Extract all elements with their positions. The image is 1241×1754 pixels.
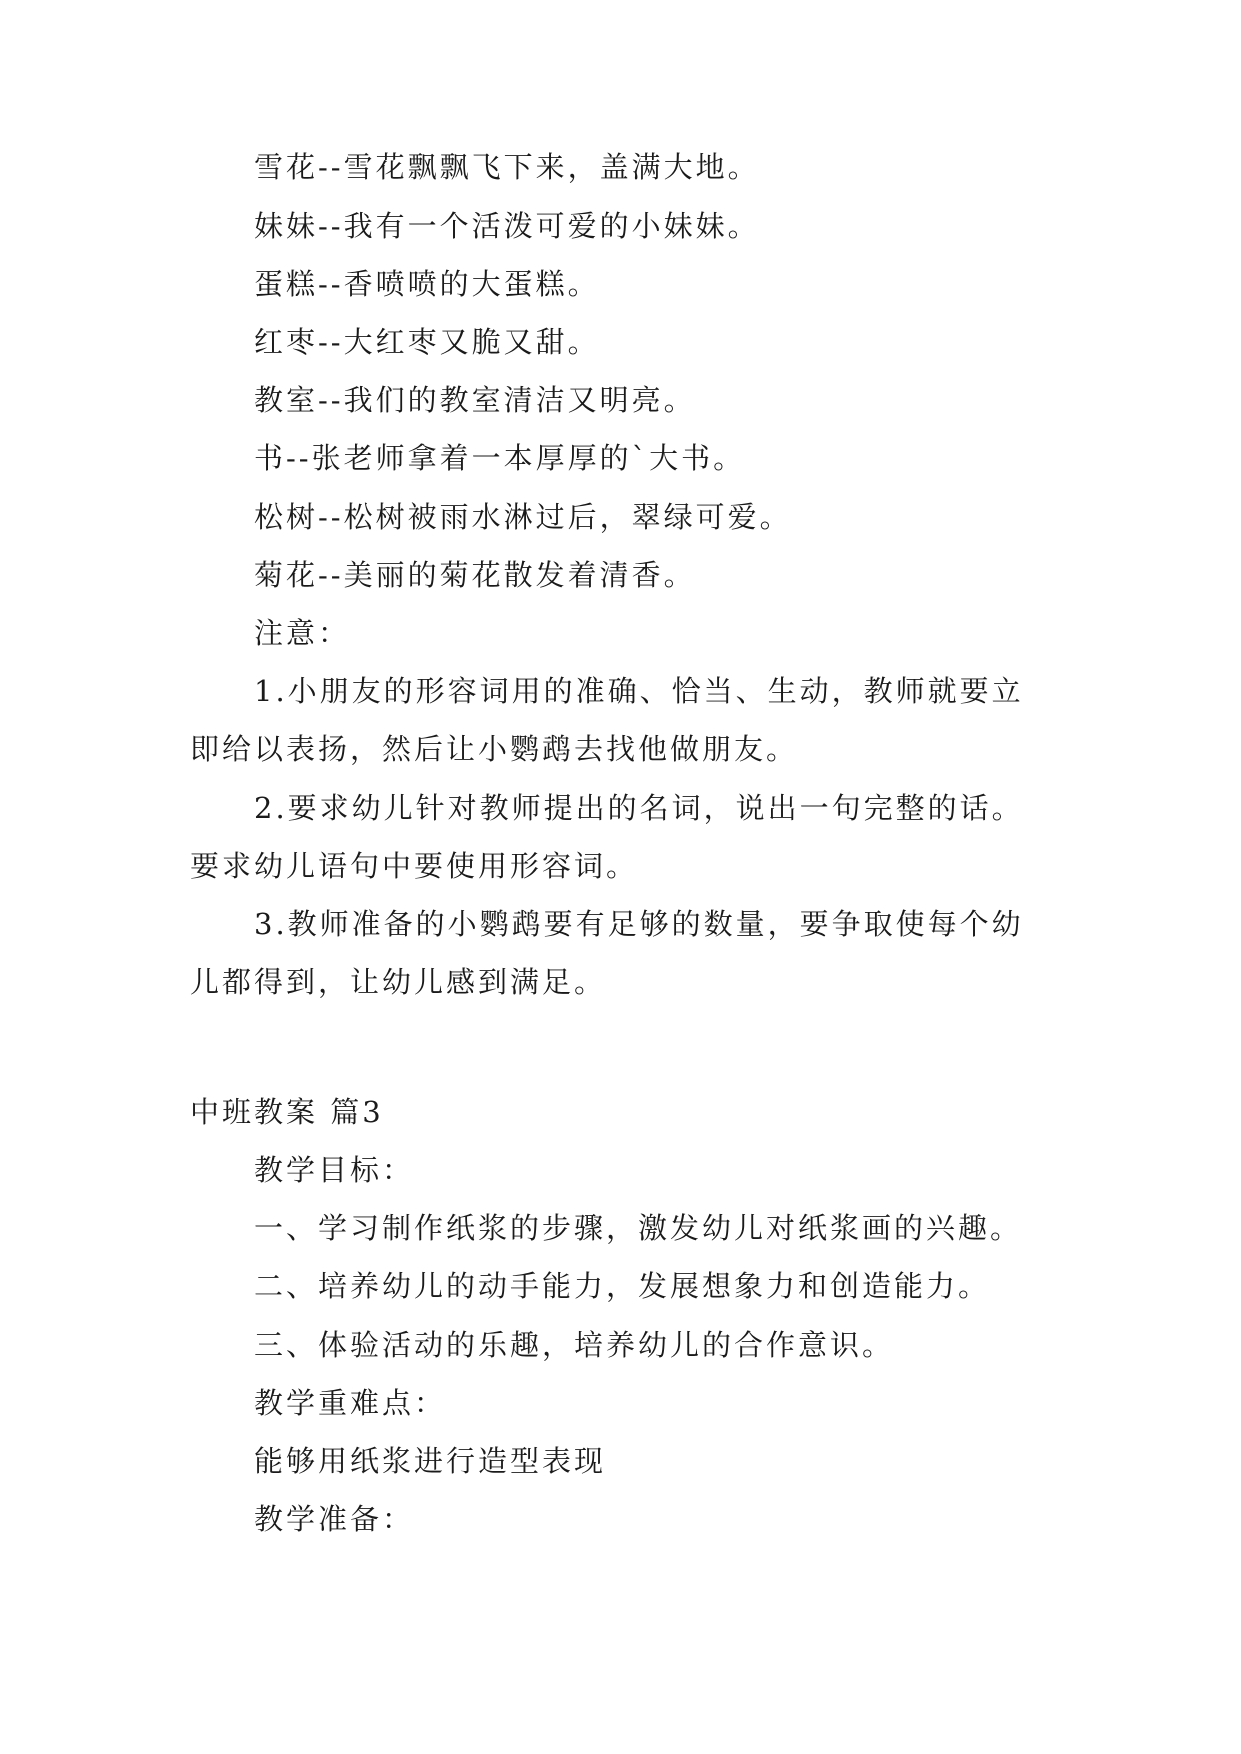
goal-item-1: 一、学习制作纸浆的步骤，激发幼儿对纸浆画的兴趣。 <box>254 1211 1023 1245</box>
prep-heading: 教学准备： <box>254 1502 415 1536</box>
vocab-line-cake: 蛋糕--香喷喷的大蛋糕。 <box>254 267 600 301</box>
vocab-line-snowflake: 雪花--雪花飘飘飞下来，盖满大地。 <box>254 150 760 184</box>
notes-heading: 注意： <box>254 616 351 650</box>
goals-heading: 教学目标： <box>254 1153 415 1187</box>
note-2-first-line: 2.要求幼儿针对教师提出的名词，说出一句完整的话。 <box>254 791 1024 825</box>
vocab-line-pine: 松树--松树被雨水淋过后，翠绿可爱。 <box>254 500 792 534</box>
difficulty-text: 能够用纸浆进行造型表现 <box>254 1444 607 1478</box>
note-1-first-line: 1.小朋友的形容词用的准确、恰当、生动，教师就要立 <box>254 674 1024 708</box>
goal-item-2: 二、培养幼儿的动手能力，发展想象力和创造能力。 <box>254 1269 991 1303</box>
vocab-line-classroom: 教室--我们的教室清洁又明亮。 <box>254 383 696 417</box>
note-2-continuation: 要求幼儿语句中要使用形容词。 <box>190 849 639 883</box>
note-3-first-line: 3.教师准备的小鹦鹉要有足够的数量，要争取使每个幼 <box>254 907 1024 941</box>
note-1-continuation: 即给以表扬，然后让小鹦鹉去找他做朋友。 <box>190 732 799 766</box>
vocab-line-chrysanthemum: 菊花--美丽的菊花散发着清香。 <box>254 558 696 592</box>
note-3-continuation: 儿都得到，让幼儿感到满足。 <box>190 965 607 999</box>
section-title: 中班教案 篇3 <box>190 1095 384 1129</box>
vocab-line-sister: 妹妹--我有一个活泼可爱的小妹妹。 <box>254 209 760 243</box>
difficulty-heading: 教学重难点： <box>254 1386 447 1420</box>
goal-item-3: 三、体验活动的乐趣，培养幼儿的合作意识。 <box>254 1328 895 1362</box>
vocab-line-book: 书--张老师拿着一本厚厚的`大书。 <box>254 441 746 475</box>
vocab-line-jujube: 红枣--大红枣又脆又甜。 <box>254 325 600 359</box>
